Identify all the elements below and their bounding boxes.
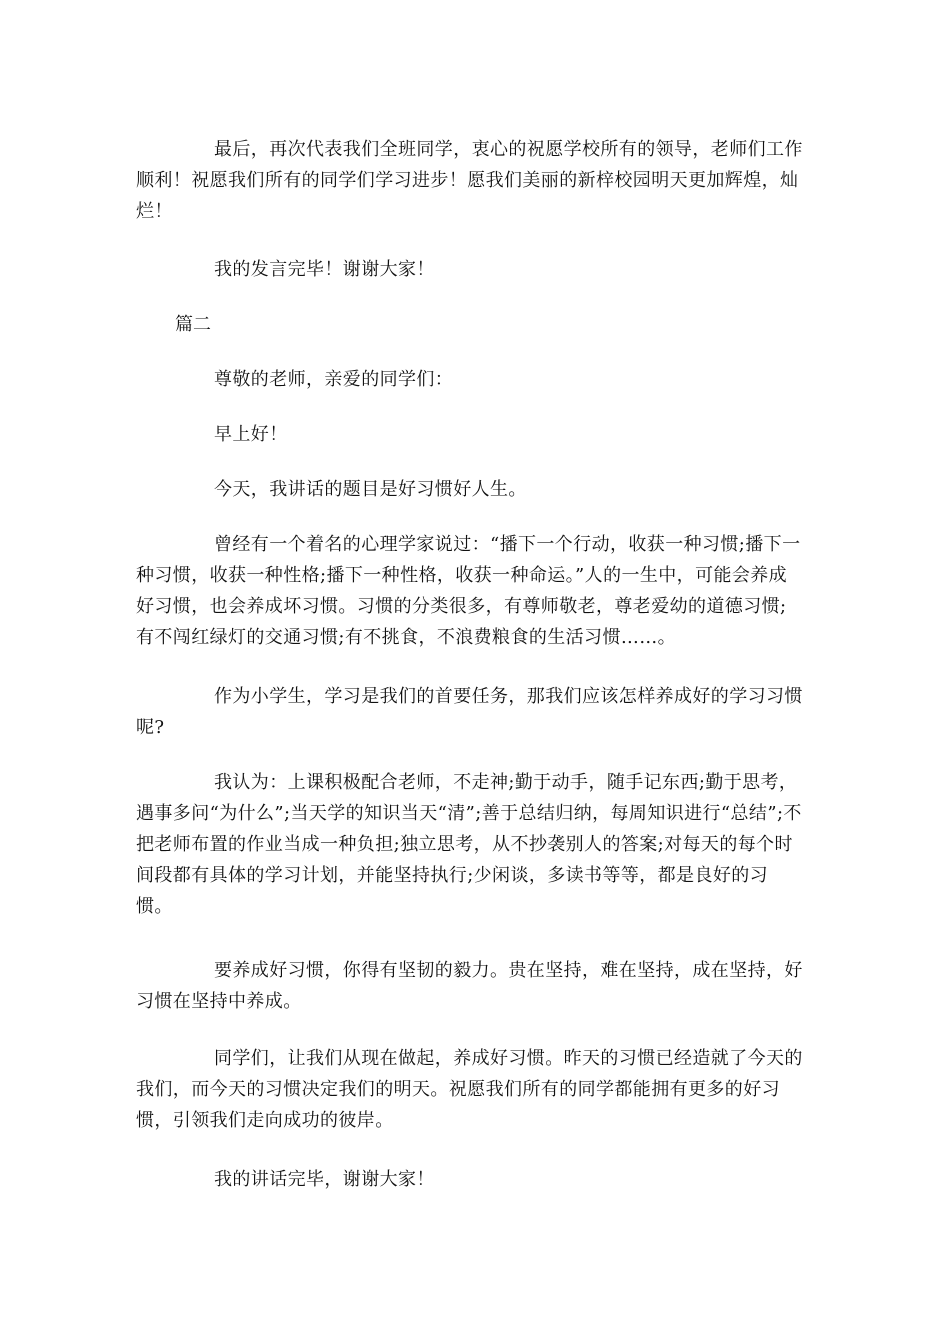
perseverance-paragraph: 要养成好习惯，你得有坚韧的毅力。贵在坚持，难在坚持，成在坚持，好习惯在坚持中养成。 [136, 960, 803, 1012]
quote-paragraph: 曾经有一个着名的心理学家说过：“播下一个行动，收获一种习惯;播下一种习惯，收获一种性格;播下一种性格，收获一种命运。”人的一生中，可能会养成好习惯，也会养成坏习惯。习惯的分类很多，有尊师敬老，尊老爱幼的道德习惯;有不闯红绿灯的交通习惯;有不挑食，不浪费粮食的生活习惯……。 [136, 534, 801, 648]
salutation-paragraph: 尊敬的老师，亲爱的同学们： [214, 369, 454, 390]
call-to-action-paragraph: 同学们，让我们从现在做起，养成好习惯。昨天的习惯已经造就了今天的我们，而今天的习惯决定我们的明天。祝愿我们所有的同学都能拥有更多的好习惯，引领我们走向成功的彼岸。 [136, 1048, 803, 1131]
question-paragraph: 作为小学生，学习是我们的首要任务，那我们应该怎样养成好的学习习惯呢? [136, 686, 803, 738]
closing-thanks-paragraph: 我的讲话完毕，谢谢大家！ [214, 1169, 435, 1190]
section-heading: 篇二 [175, 314, 211, 335]
habits-list-paragraph: 我认为：上课积极配合老师，不走神;勤于动手，随手记东西;勤于思考，遇事多问“为什么”;当天学的知识当天“清”;善于总结归纳，每周知识进行“总结”;不把老师布置的作业当成一种负担;独立思考，从不抄袭别人的答案;对每天的每个时间段都有具体的学习计划，并能坚持执行;少闲谈，多读书等等，都是良好的习惯。 [136, 772, 802, 917]
topic-paragraph: 今天，我讲话的题目是好习惯好人生。 [214, 479, 527, 500]
speech-end-paragraph: 我的发言完毕！谢谢大家！ [214, 259, 435, 280]
closing-wishes-paragraph: 最后，再次代表我们全班同学，衷心的祝愿学校所有的领导，老师们工作顺利！祝愿我们所有的同学们学习进步！愿我们美丽的新梓校园明天更加辉煌，灿烂！ [136, 139, 803, 222]
greeting-paragraph: 早上好！ [214, 424, 288, 445]
